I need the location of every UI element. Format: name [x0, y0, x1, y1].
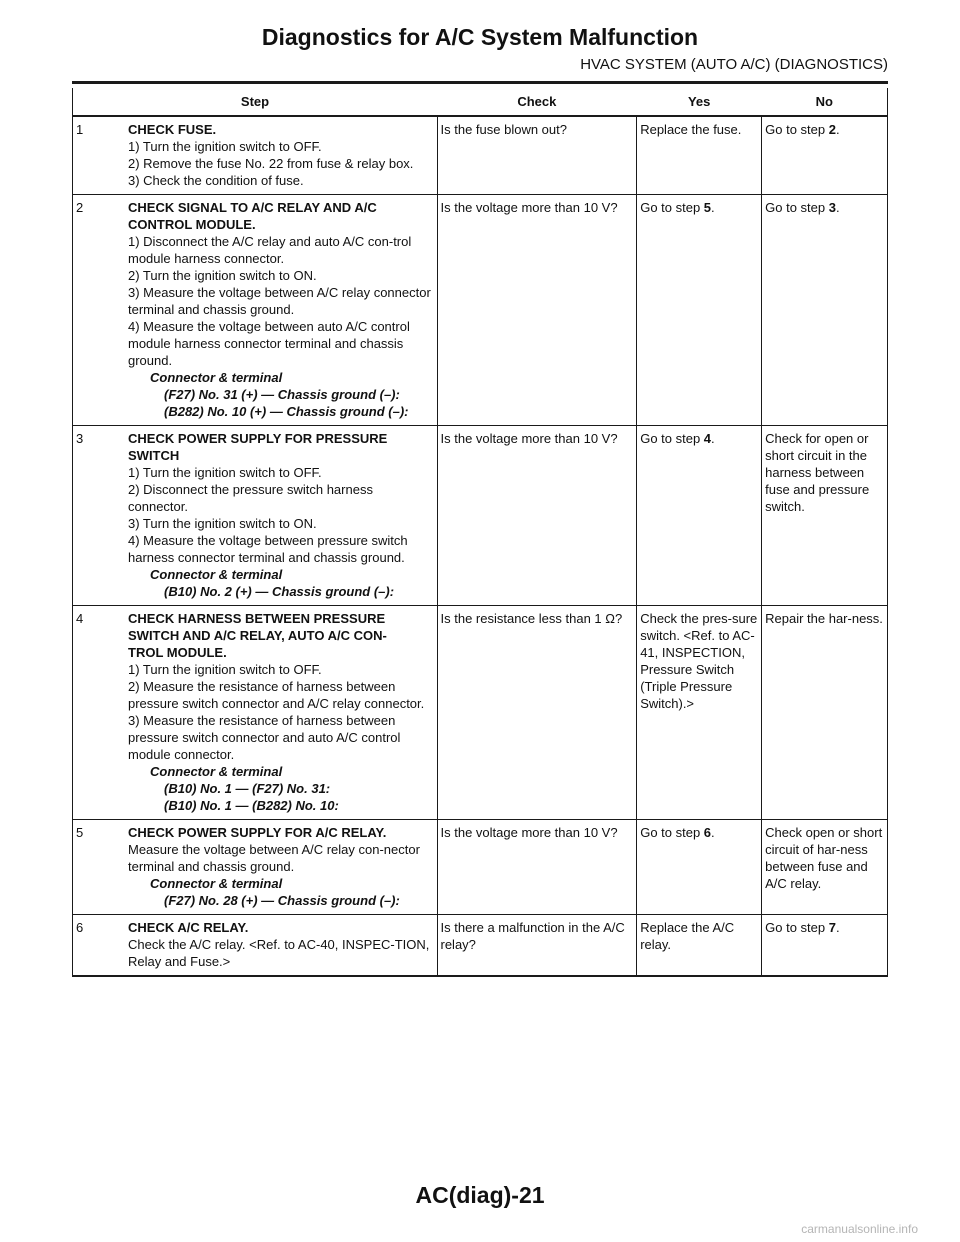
connector-terminal-item: (F27) No. 31 (+) — Chassis ground (–): [164, 387, 400, 402]
procedure-step: 2) Disconnect the pressure switch harness connector. [128, 482, 373, 514]
check-cell: Is the resistance less than 1 Ω? [437, 606, 637, 820]
column-header-yes: Yes [637, 88, 762, 116]
procedure-step: 2) Measure the resistance of harness between pressure switch connector and A/C relay connector. [128, 679, 425, 711]
step-heading: CHECK HARNESS BETWEEN PRESSURE [128, 611, 386, 626]
table-header-row [73, 88, 888, 116]
connector-terminal-item: (F27) No. 28 (+) — Chassis ground (–): [164, 893, 400, 908]
procedure-step: 1) Disconnect the A/C relay and auto A/C con-trol module harness connector. [128, 234, 412, 266]
check-cell: Is there a malfunction in the A/C relay? [437, 915, 637, 977]
yes-action-text: Check the pres-sure switch. <Ref. to AC-41, INSPECTION, Pressure Switch (Triple Pressure Switch).> [640, 611, 758, 711]
step-heading: CHECK POWER SUPPLY FOR A/C RELAY. [128, 825, 387, 840]
no-cell: Go to step 2. [762, 116, 888, 195]
step-heading: CHECK SIGNAL TO A/C RELAY AND A/C [128, 200, 377, 215]
column-header-step: Step [73, 88, 438, 116]
page-number: AC(diag)-21 [415, 1182, 545, 1208]
procedure-step: Measure the voltage between A/C relay con-nector terminal and chassis ground. [128, 842, 420, 874]
yes-goto-step-number: 6 [703, 825, 712, 840]
check-cell: Is the voltage more than 10 V? [437, 820, 637, 915]
connector-terminal-item: (B10) No. 1 — (F27) No. 31: [164, 781, 331, 796]
connector-terminal-label: Connector & terminal [150, 370, 283, 385]
step-heading: CHECK A/C RELAY. [128, 920, 249, 935]
yes-action-text: Go to step [640, 825, 704, 840]
no-cell [762, 820, 888, 915]
no-cell [762, 426, 888, 606]
step-number: 5 [76, 825, 84, 840]
procedure-step: 2) Turn the ignition switch to ON. [128, 268, 317, 283]
column-header-no: No [762, 88, 888, 116]
procedure-step: 2) Remove the fuse No. 22 from fuse & relay box. [128, 156, 414, 171]
yes-goto-step-number: 4 [703, 431, 712, 446]
step-heading: CHECK POWER SUPPLY FOR PRESSURE [128, 431, 388, 446]
procedure-step: 3) Measure the voltage between A/C relay connector terminal and chassis ground. [128, 285, 431, 317]
yes-cell [637, 915, 762, 977]
table-row [73, 820, 888, 915]
check-cell: Is the voltage more than 10 V? [437, 195, 637, 426]
connector-terminal-item: (B282) No. 10 (+) — Chassis ground (–): [164, 404, 409, 419]
header-rule [72, 81, 888, 84]
no-goto-step-number: 2 [828, 122, 836, 137]
procedure-step: 1) Turn the ignition switch to OFF. [128, 465, 322, 480]
table-row [73, 426, 888, 606]
connector-terminal-item: (B10) No. 1 — (B282) No. 10: [164, 798, 339, 813]
procedure-step: 1) Turn the ignition switch to OFF. [128, 662, 322, 677]
no-goto-step-number: 7 [828, 920, 836, 935]
step-cell [73, 606, 438, 820]
yes-action-text: Replace the A/C relay. [640, 920, 735, 952]
yes-action-text: Go to step [640, 431, 704, 446]
procedure-step: 4) Measure the voltage between pressure switch harness connector terminal and chassis ground. [128, 533, 408, 565]
no-cell: Go to step 3. [762, 195, 888, 426]
no-goto-step-number: 3 [828, 200, 836, 215]
no-cell: Go to step 7. [762, 915, 888, 977]
procedure-step: 3) Measure the resistance of harness between pressure switch connector and auto A/C control module connector. [128, 713, 401, 762]
yes-action-text: Replace the fuse. [640, 122, 742, 137]
step-cell [73, 915, 438, 977]
step-cell [73, 426, 438, 606]
procedure-step: Check the A/C relay. <Ref. to AC-40, INSPEC-TION, Relay and Fuse.> [128, 937, 430, 969]
table-row [73, 195, 888, 426]
step-cell [73, 195, 438, 426]
connector-terminal-item: (B10) No. 2 (+) — Chassis ground (–): [164, 584, 395, 599]
no-cell [762, 606, 888, 820]
yes-action-text: Go to step [640, 200, 704, 215]
diagnostics-table [72, 88, 888, 977]
no-action-text: Go to step [765, 122, 829, 137]
column-header-check: Check [437, 88, 637, 116]
step-number: 3 [76, 431, 84, 446]
no-action-text: Go to step [765, 200, 829, 215]
procedure-step: 1) Turn the ignition switch to OFF. [128, 139, 322, 154]
check-cell: Is the voltage more than 10 V? [437, 426, 637, 606]
no-action-text: Repair the har-ness. [765, 611, 883, 626]
table-body [73, 116, 888, 976]
connector-terminal-label: Connector & terminal [150, 764, 283, 779]
table-row [73, 915, 888, 977]
no-action-text: Go to step [765, 920, 829, 935]
yes-cell: Go to step 4. [637, 426, 762, 606]
step-heading: CHECK FUSE. [128, 122, 217, 137]
watermark: carmanualsonline.info [801, 1222, 918, 1236]
procedure-step: 3) Check the condition of fuse. [128, 173, 304, 188]
procedure-step: 3) Turn the ignition switch to ON. [128, 516, 317, 531]
step-cell [73, 820, 438, 915]
check-cell: Is the fuse blown out? [437, 116, 637, 195]
no-action-text: Check open or short circuit of har-ness between fuse and A/C relay. [765, 825, 883, 891]
step-number: 1 [76, 122, 84, 137]
connector-terminal-label: Connector & terminal [150, 876, 283, 891]
step-number: 6 [76, 920, 84, 935]
yes-cell: Go to step 5. [637, 195, 762, 426]
no-action-text: Check for open or short circuit in the harness between fuse and pressure switch. [765, 431, 870, 514]
yes-goto-step-number: 5 [703, 200, 712, 215]
step-cell [73, 116, 438, 195]
step-heading: CONTROL MODULE. [128, 217, 256, 232]
step-heading: SWITCH [128, 448, 180, 463]
table-row [73, 116, 888, 195]
yes-cell [637, 606, 762, 820]
procedure-step: 4) Measure the voltage between auto A/C control module harness connector terminal and chassis ground. [128, 319, 410, 368]
page-title: Diagnostics for A/C System Malfunction [261, 24, 699, 50]
step-number: 4 [76, 611, 84, 626]
step-heading: TROL MODULE. [128, 645, 227, 660]
connector-terminal-label: Connector & terminal [150, 567, 283, 582]
yes-cell [637, 116, 762, 195]
step-number: 2 [76, 200, 84, 215]
page-subtitle: HVAC SYSTEM (AUTO A/C) (DIAGNOSTICS) [580, 56, 888, 73]
table-row [73, 606, 888, 820]
yes-cell: Go to step 6. [637, 820, 762, 915]
step-heading: SWITCH AND A/C RELAY, AUTO A/C CON- [128, 628, 387, 643]
